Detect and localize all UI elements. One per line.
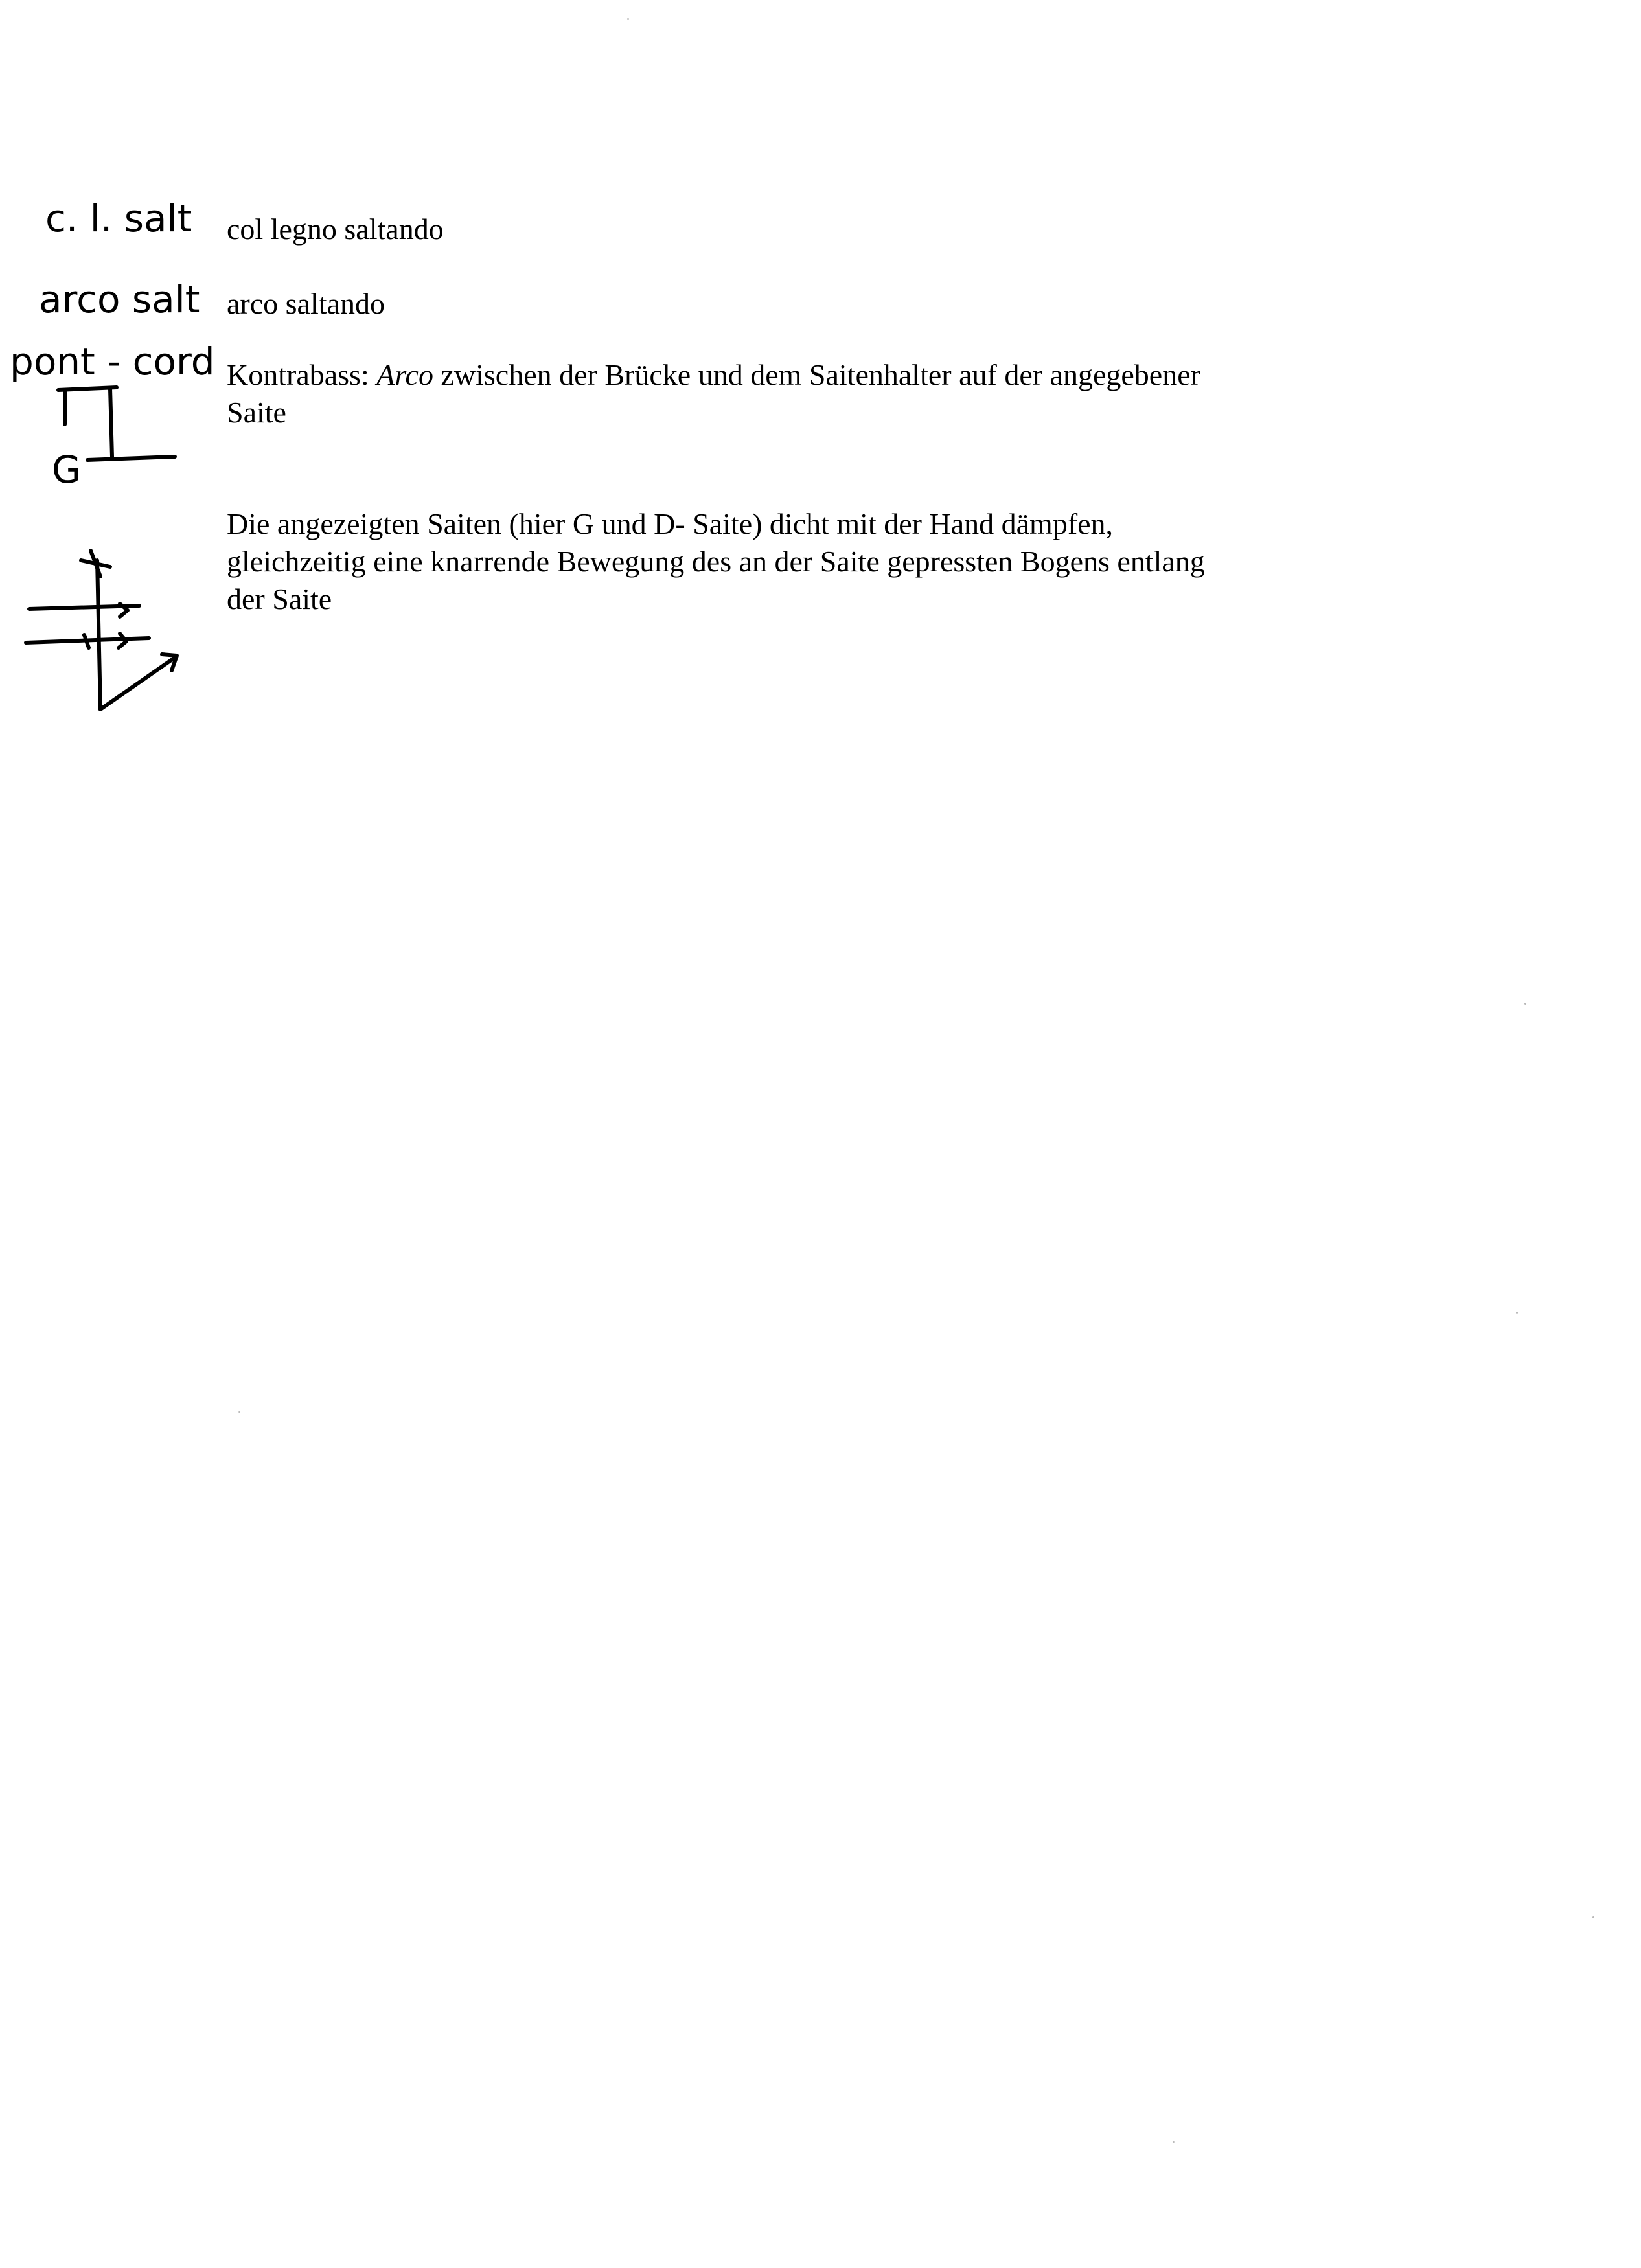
- string-label: G: [52, 448, 81, 492]
- symbol-handwriting: pont - cord: [10, 339, 215, 384]
- symbol-handwriting: arco salt: [39, 277, 200, 321]
- entry-col-legno-saltando: [227, 211, 444, 248]
- entry-description: col legno saltando: [227, 212, 444, 246]
- scan-speck: [1524, 1003, 1526, 1005]
- entry-description-line-1: Die angezeigten Saiten (hier G und D- Saite) dicht mit der Hand dämpfen,: [227, 507, 1114, 540]
- col-legno-saltando-symbol: [45, 191, 201, 243]
- muted-strings-scrape-icon: [16, 544, 191, 719]
- entry-description-line-1: Kontrabass: Arco zwischen der Brücke und dem Saitenhalter auf der angegebener: [227, 358, 1200, 391]
- entry-kontrabass-arco: [227, 356, 1200, 431]
- scan-speck: [1516, 1312, 1518, 1314]
- entry-arco-saltando: [227, 285, 385, 323]
- symbol-handwriting: c. l. salt: [45, 196, 192, 240]
- ponticello-cordiera-symbol: [10, 337, 217, 492]
- scan-speck: [1592, 1916, 1594, 1918]
- scan-speck: [238, 1411, 240, 1413]
- emphasis: Arco: [376, 358, 433, 391]
- arco-saltando-symbol: [39, 272, 220, 324]
- bridge-bracket-icon: [58, 387, 117, 390]
- entry-description-line-2: gleichzeitig eine knarrende Bewegung des an der Saite gepressten Bogens entlang: [227, 545, 1205, 578]
- entry-muted-strings: [227, 505, 1205, 618]
- scan-speck: [1173, 2141, 1175, 2143]
- entry-description-line-2: Saite: [227, 396, 286, 429]
- scan-speck: [627, 18, 629, 20]
- entry-description-line-3: der Saite: [227, 582, 332, 615]
- entry-description: arco saltando: [227, 287, 385, 320]
